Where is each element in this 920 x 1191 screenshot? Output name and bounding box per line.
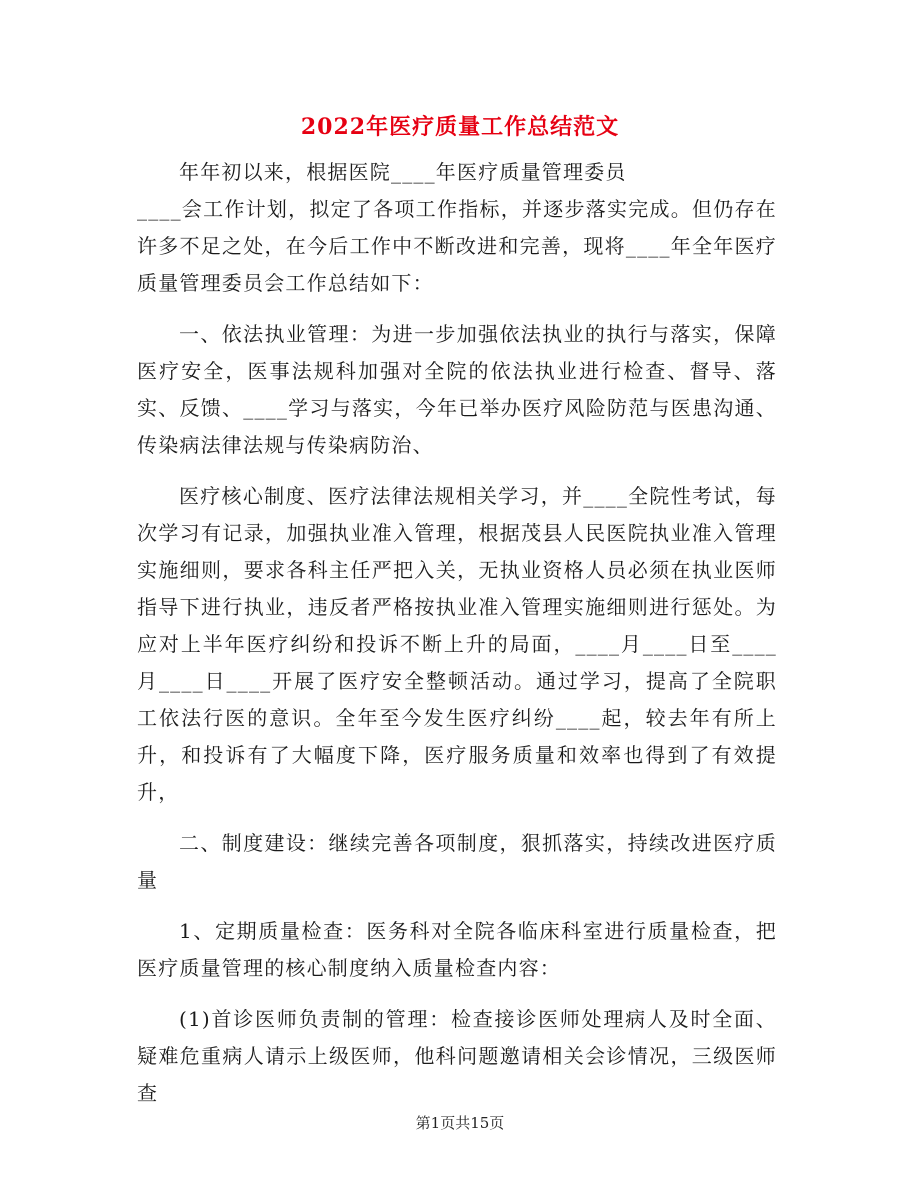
page-number-footer: 第1页共15页 bbox=[415, 1114, 505, 1132]
paragraph-item-one: 1、定期质量检查：医务科对全院各临床科室进行质量检查，把医疗质量管理的核心制度纳入质量检查内容： bbox=[137, 919, 777, 980]
paragraph-core-system: 医疗核心制度、医疗法律法规相关学习，并____全院性考试，每次学习有记录，加强执业准入管理，根据茂县人民医院执业准入管理实施细则，要求各科主任严把入关，无执业资格人员必须在执业医师指导下进行执业，违反者严格按执业准入管理实施细则进行惩处。为应对上半年医疗纠纷和投诉不断上升的局面，____月____日至____月____日____开展了医疗安全整顿活动。通过学习，提高了全院职工依法行医的意识。全年至今发生医疗纠纷____起，较去年有所上升，和投诉有了大幅度下降，医疗服务质量和效率也得到了有效提升， bbox=[137, 484, 777, 804]
paragraph-intro-line: 年年初以来，根据医院____年医疗质量管理委员 bbox=[179, 160, 627, 184]
paragraph-section-two: 二、制度建设：继续完善各项制度，狠抓落实，持续改进医疗质量 bbox=[137, 831, 777, 892]
paragraph-intro-continued: ____会工作计划，拟定了各项工作指标，并逐步落实完成。但仍存在许多不足之处，在今后工作中不断改进和完善，现将____年全年医疗质量管理委员会工作总结如下： bbox=[137, 197, 777, 295]
paragraph-section-one: 一、依法执业管理：为进一步加强依法执业的执行与落实，保障医疗安全，医事法规科加强对全院的依法执业进行检查、督导、落实、反馈、____学习与落实，今年已举办医疗风险防范与医患沟通、传染病法律法规与传染病防治、 bbox=[137, 322, 777, 457]
paragraph-item-one-sub-one: (1)首诊医师负责制的管理：检查接诊医师处理病人及时全面、疑难危重病人请示上级医师，他科问题邀请相关会诊情况，三级医师查 bbox=[137, 1007, 777, 1105]
document-title: 2022年医疗质量工作总结范文 bbox=[300, 114, 620, 140]
document-body bbox=[137, 154, 777, 1112]
